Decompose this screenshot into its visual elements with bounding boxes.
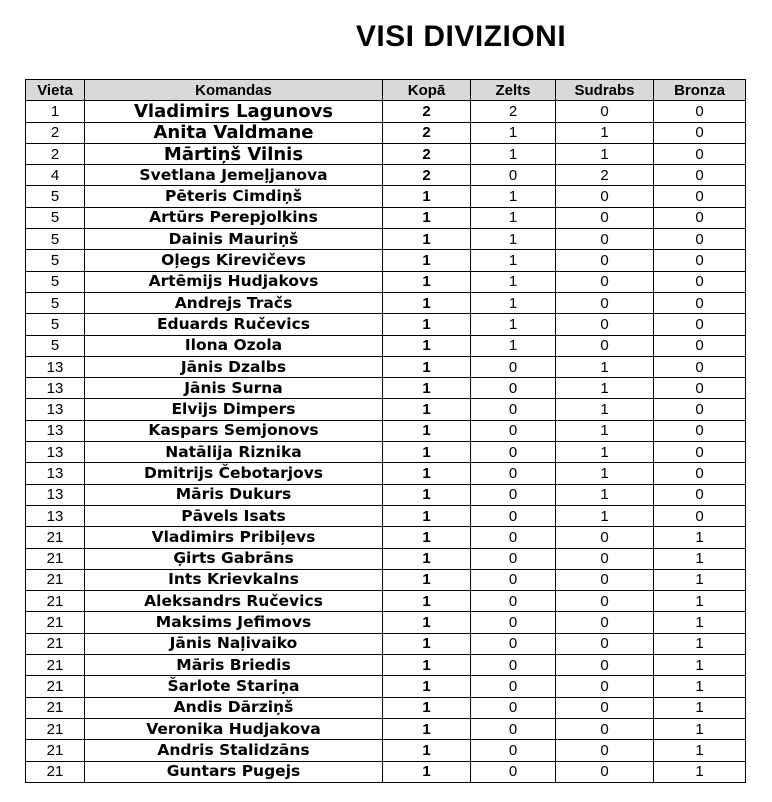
table-row	[26, 250, 746, 271]
total-cell: 1	[383, 569, 471, 590]
bronze-cell: 0	[654, 122, 746, 143]
place-cell: 13	[26, 420, 85, 441]
name-cell: Ints Krievkalns	[85, 569, 383, 590]
silver-cell: 0	[556, 186, 654, 207]
name-cell: Dainis Mauriņš	[85, 229, 383, 250]
place-cell: 5	[26, 229, 85, 250]
silver-cell: 1	[556, 356, 654, 377]
name-cell: Andrejs Tračs	[85, 292, 383, 313]
total-cell: 2	[383, 143, 471, 164]
bronze-cell: 1	[654, 569, 746, 590]
place-cell: 13	[26, 463, 85, 484]
total-cell: 1	[383, 761, 471, 782]
name-cell: Oļegs Kirevičevs	[85, 250, 383, 271]
place-cell: 1	[26, 101, 85, 122]
total-cell: 2	[383, 101, 471, 122]
name-cell: Natālija Riznika	[85, 442, 383, 463]
bronze-cell: 0	[654, 165, 746, 186]
header-kopa: Kopā	[383, 80, 471, 101]
silver-cell: 0	[556, 527, 654, 548]
bronze-cell: 0	[654, 442, 746, 463]
silver-cell: 1	[556, 378, 654, 399]
silver-cell: 0	[556, 292, 654, 313]
place-cell: 4	[26, 165, 85, 186]
total-cell: 1	[383, 676, 471, 697]
bronze-cell: 0	[654, 335, 746, 356]
bronze-cell: 1	[654, 697, 746, 718]
table-row	[26, 569, 746, 590]
bronze-cell: 1	[654, 761, 746, 782]
place-cell: 21	[26, 718, 85, 739]
gold-cell: 1	[471, 122, 556, 143]
bronze-cell: 1	[654, 740, 746, 761]
bronze-cell: 0	[654, 271, 746, 292]
gold-cell: 0	[471, 612, 556, 633]
name-cell: Dmitrijs Čebotarjovs	[85, 463, 383, 484]
gold-cell: 0	[471, 442, 556, 463]
name-cell: Andris Stalidzāns	[85, 740, 383, 761]
place-cell: 5	[26, 250, 85, 271]
table-row	[26, 292, 746, 313]
name-cell: Svetlana Jemeļjanova	[85, 165, 383, 186]
name-cell: Ģirts Gabrāns	[85, 548, 383, 569]
gold-cell: 0	[471, 697, 556, 718]
header-bronza: Bronza	[654, 80, 746, 101]
name-cell: Kaspars Semjonovs	[85, 420, 383, 441]
name-cell: Aleksandrs Ručevics	[85, 591, 383, 612]
table-row	[26, 591, 746, 612]
gold-cell: 1	[471, 186, 556, 207]
total-cell: 1	[383, 505, 471, 526]
gold-cell: 0	[471, 761, 556, 782]
place-cell: 21	[26, 697, 85, 718]
name-cell: Jānis Surna	[85, 378, 383, 399]
place-cell: 5	[26, 314, 85, 335]
bronze-cell: 1	[654, 527, 746, 548]
table-row	[26, 335, 746, 356]
table-row	[26, 143, 746, 164]
name-cell: Veronika Hudjakova	[85, 718, 383, 739]
silver-cell: 0	[556, 548, 654, 569]
table-row	[26, 314, 746, 335]
total-cell: 1	[383, 591, 471, 612]
name-cell: Jānis Dzalbs	[85, 356, 383, 377]
bronze-cell: 1	[654, 718, 746, 739]
place-cell: 13	[26, 378, 85, 399]
header-komandas: Komandas	[85, 80, 383, 101]
total-cell: 1	[383, 740, 471, 761]
table-row	[26, 101, 746, 122]
place-cell: 21	[26, 761, 85, 782]
place-cell: 13	[26, 484, 85, 505]
silver-cell: 1	[556, 399, 654, 420]
gold-cell: 1	[471, 250, 556, 271]
gold-cell: 0	[471, 356, 556, 377]
gold-cell: 1	[471, 314, 556, 335]
gold-cell: 0	[471, 420, 556, 441]
total-cell: 2	[383, 165, 471, 186]
gold-cell: 1	[471, 229, 556, 250]
silver-cell: 1	[556, 505, 654, 526]
bronze-cell: 0	[654, 229, 746, 250]
table-row	[26, 122, 746, 143]
total-cell: 1	[383, 463, 471, 484]
silver-cell: 0	[556, 697, 654, 718]
bronze-cell: 0	[654, 378, 746, 399]
total-cell: 1	[383, 420, 471, 441]
table-row	[26, 442, 746, 463]
total-cell: 1	[383, 633, 471, 654]
place-cell: 21	[26, 527, 85, 548]
table-row	[26, 697, 746, 718]
name-cell: Šarlote Stariņa	[85, 676, 383, 697]
total-cell: 1	[383, 229, 471, 250]
bronze-cell: 0	[654, 314, 746, 335]
name-cell: Māris Dukurs	[85, 484, 383, 505]
name-cell: Maksims Jefimovs	[85, 612, 383, 633]
gold-cell: 0	[471, 676, 556, 697]
table-row	[26, 420, 746, 441]
table-row	[26, 740, 746, 761]
table-row	[26, 271, 746, 292]
name-cell: Artūrs Perepjolkins	[85, 207, 383, 228]
gold-cell: 0	[471, 399, 556, 420]
silver-cell: 1	[556, 442, 654, 463]
table-row	[26, 399, 746, 420]
silver-cell: 1	[556, 484, 654, 505]
place-cell: 13	[26, 505, 85, 526]
table-row	[26, 633, 746, 654]
total-cell: 1	[383, 484, 471, 505]
total-cell: 1	[383, 314, 471, 335]
gold-cell: 0	[471, 378, 556, 399]
bronze-cell: 1	[654, 612, 746, 633]
bronze-cell: 1	[654, 548, 746, 569]
bronze-cell: 0	[654, 399, 746, 420]
total-cell: 1	[383, 612, 471, 633]
table-row	[26, 676, 746, 697]
name-cell: Artēmijs Hudjakovs	[85, 271, 383, 292]
bronze-cell: 0	[654, 505, 746, 526]
total-cell: 1	[383, 335, 471, 356]
silver-cell: 0	[556, 676, 654, 697]
place-cell: 21	[26, 548, 85, 569]
place-cell: 5	[26, 271, 85, 292]
gold-cell: 1	[471, 207, 556, 228]
name-cell: Mārtiņš Vilnis	[85, 143, 383, 164]
gold-cell: 0	[471, 484, 556, 505]
gold-cell: 0	[471, 718, 556, 739]
gold-cell: 0	[471, 463, 556, 484]
total-cell: 1	[383, 356, 471, 377]
total-cell: 1	[383, 186, 471, 207]
gold-cell: 0	[471, 505, 556, 526]
total-cell: 1	[383, 271, 471, 292]
gold-cell: 0	[471, 527, 556, 548]
total-cell: 1	[383, 378, 471, 399]
gold-cell: 2	[471, 101, 556, 122]
silver-cell: 2	[556, 165, 654, 186]
table-row	[26, 165, 746, 186]
total-cell: 1	[383, 250, 471, 271]
table-row	[26, 484, 746, 505]
gold-cell: 1	[471, 292, 556, 313]
place-cell: 2	[26, 122, 85, 143]
table-row	[26, 505, 746, 526]
name-cell: Anita Valdmane	[85, 122, 383, 143]
bronze-cell: 0	[654, 143, 746, 164]
header-sudrabs: Sudrabs	[556, 80, 654, 101]
place-cell: 21	[26, 676, 85, 697]
place-cell: 13	[26, 399, 85, 420]
total-cell: 1	[383, 527, 471, 548]
table-row	[26, 718, 746, 739]
place-cell: 13	[26, 356, 85, 377]
table-row	[26, 229, 746, 250]
total-cell: 1	[383, 548, 471, 569]
silver-cell: 0	[556, 101, 654, 122]
total-cell: 1	[383, 697, 471, 718]
table-row	[26, 378, 746, 399]
header-vieta: Vieta	[26, 80, 85, 101]
name-cell: Andis Dārziņš	[85, 697, 383, 718]
bronze-cell: 0	[654, 101, 746, 122]
gold-cell: 1	[471, 143, 556, 164]
table-row	[26, 207, 746, 228]
gold-cell: 0	[471, 591, 556, 612]
table-row	[26, 655, 746, 676]
total-cell: 2	[383, 122, 471, 143]
total-cell: 1	[383, 207, 471, 228]
gold-cell: 1	[471, 271, 556, 292]
total-cell: 1	[383, 718, 471, 739]
place-cell: 5	[26, 292, 85, 313]
place-cell: 2	[26, 143, 85, 164]
bronze-cell: 1	[654, 591, 746, 612]
bronze-cell: 0	[654, 484, 746, 505]
silver-cell: 1	[556, 122, 654, 143]
gold-cell: 0	[471, 740, 556, 761]
header-row	[26, 80, 746, 101]
total-cell: 1	[383, 292, 471, 313]
total-cell: 1	[383, 655, 471, 676]
total-cell: 1	[383, 442, 471, 463]
silver-cell: 1	[556, 143, 654, 164]
gold-cell: 1	[471, 335, 556, 356]
silver-cell: 0	[556, 655, 654, 676]
table-row	[26, 186, 746, 207]
name-cell: Ilona Ozola	[85, 335, 383, 356]
silver-cell: 0	[556, 761, 654, 782]
bronze-cell: 0	[654, 186, 746, 207]
silver-cell: 0	[556, 250, 654, 271]
standings-table	[25, 79, 746, 783]
table-row	[26, 761, 746, 782]
name-cell: Elvijs Dimpers	[85, 399, 383, 420]
table-row	[26, 527, 746, 548]
bronze-cell: 1	[654, 676, 746, 697]
gold-cell: 0	[471, 655, 556, 676]
gold-cell: 0	[471, 633, 556, 654]
place-cell: 21	[26, 740, 85, 761]
gold-cell: 0	[471, 548, 556, 569]
bronze-cell: 1	[654, 633, 746, 654]
name-cell: Māris Briedis	[85, 655, 383, 676]
bronze-cell: 0	[654, 207, 746, 228]
place-cell: 13	[26, 442, 85, 463]
silver-cell: 0	[556, 633, 654, 654]
bronze-cell: 0	[654, 463, 746, 484]
silver-cell: 0	[556, 271, 654, 292]
place-cell: 21	[26, 655, 85, 676]
bronze-cell: 0	[654, 250, 746, 271]
page-title: VISI DIVIZIONI	[355, 20, 567, 53]
silver-cell: 0	[556, 229, 654, 250]
table-row	[26, 356, 746, 377]
silver-cell: 0	[556, 612, 654, 633]
place-cell: 5	[26, 186, 85, 207]
bronze-cell: 0	[654, 292, 746, 313]
header-zelts: Zelts	[471, 80, 556, 101]
table-row	[26, 548, 746, 569]
place-cell: 21	[26, 569, 85, 590]
name-cell: Eduards Ručevics	[85, 314, 383, 335]
name-cell: Guntars Pugejs	[85, 761, 383, 782]
name-cell: Pēteris Cimdiņš	[85, 186, 383, 207]
total-cell: 1	[383, 399, 471, 420]
name-cell: Pāvels Isats	[85, 505, 383, 526]
silver-cell: 0	[556, 740, 654, 761]
silver-cell: 1	[556, 420, 654, 441]
silver-cell: 0	[556, 335, 654, 356]
table-row	[26, 463, 746, 484]
bronze-cell: 0	[654, 420, 746, 441]
table-body	[26, 101, 746, 783]
place-cell: 21	[26, 612, 85, 633]
gold-cell: 0	[471, 569, 556, 590]
silver-cell: 1	[556, 463, 654, 484]
name-cell: Vladimirs Pribiļevs	[85, 527, 383, 548]
place-cell: 5	[26, 207, 85, 228]
gold-cell: 0	[471, 165, 556, 186]
silver-cell: 0	[556, 569, 654, 590]
place-cell: 21	[26, 633, 85, 654]
name-cell: Jānis Naļivaiko	[85, 633, 383, 654]
place-cell: 21	[26, 591, 85, 612]
bronze-cell: 1	[654, 655, 746, 676]
table-row	[26, 612, 746, 633]
place-cell: 5	[26, 335, 85, 356]
silver-cell: 0	[556, 207, 654, 228]
silver-cell: 0	[556, 591, 654, 612]
silver-cell: 0	[556, 718, 654, 739]
bronze-cell: 0	[654, 356, 746, 377]
name-cell: Vladimirs Lagunovs	[85, 101, 383, 122]
silver-cell: 0	[556, 314, 654, 335]
